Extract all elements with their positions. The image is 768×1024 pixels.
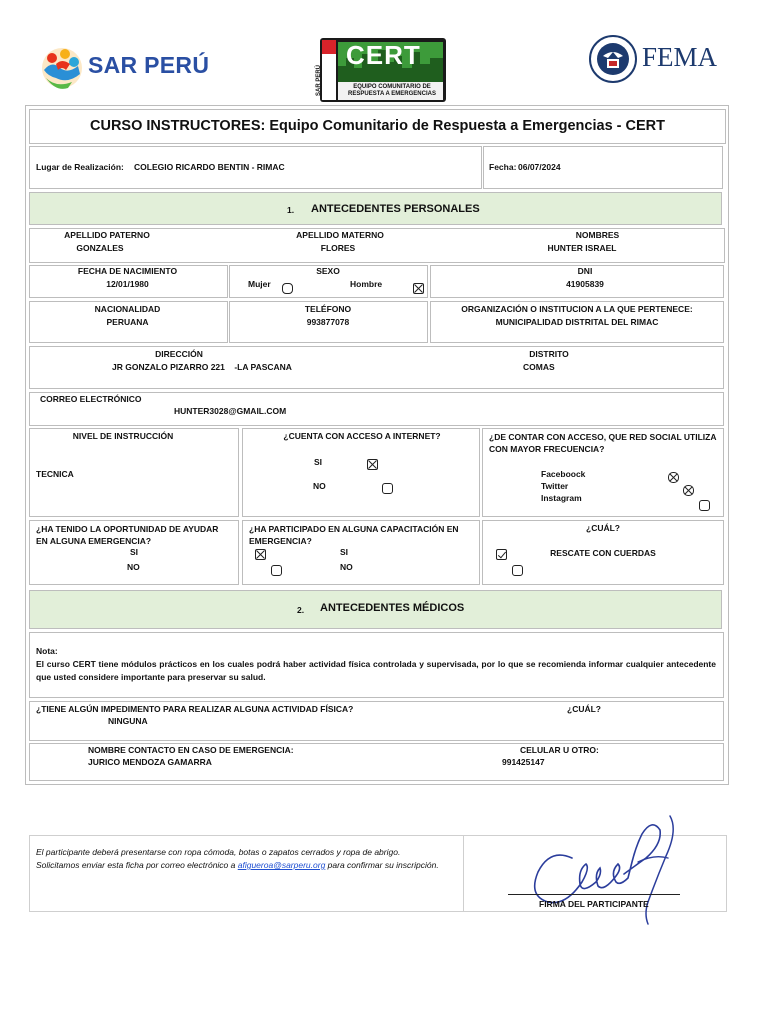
apellido-materno-label: APELLIDO MATERNO xyxy=(296,230,384,240)
contacto-label: NOMBRE CONTACTO EN CASO DE EMERGENCIA: xyxy=(88,745,294,755)
internet-no-checkbox[interactable] xyxy=(382,483,393,494)
nombres-value: HUNTER ISRAEL xyxy=(547,243,617,253)
cert-subtitle-line1: EQUIPO COMUNITARIO DE xyxy=(353,84,431,90)
section1-title: ANTECEDENTES PERSONALES xyxy=(311,203,480,215)
fecha-value: 06/07/2024 xyxy=(518,162,561,172)
telefono-value: 993877078 xyxy=(306,317,350,327)
facebook-label: Faceboock xyxy=(541,469,586,479)
internet-box xyxy=(242,428,480,517)
nacimiento-value: 12/01/1980 xyxy=(106,279,149,289)
capacitacion-si-label: SI xyxy=(340,547,349,557)
dhs-seal-icon xyxy=(588,34,638,84)
facebook-checkbox[interactable] xyxy=(668,472,679,483)
red-social-label-line2: CON MAYOR FRECUENCIA? xyxy=(489,444,605,454)
firma-label: FIRMA DEL PARTICIPANTE xyxy=(539,899,649,909)
cert-subtitle-line2: RESPUESTA A EMERGENCIAS xyxy=(348,91,436,97)
section1-number: 1. xyxy=(287,205,295,215)
correo-value: HUNTER3028@GMAIL.COM xyxy=(174,406,287,416)
footer-line2-post: para confirmar su inscripción. xyxy=(327,860,439,870)
telefono-label: TELÉFONO xyxy=(304,304,352,314)
direccion-label: DIRECCIÓN xyxy=(155,349,203,359)
celular-label: CELULAR U OTRO: xyxy=(520,745,599,755)
ayudar-no-label: NO xyxy=(127,562,140,572)
celular-value: 991425147 xyxy=(502,757,545,767)
sar-people-icon xyxy=(38,44,88,94)
organizacion-value: MUNICIPALIDAD DISTRITAL DEL RIMAC xyxy=(495,317,659,327)
section2-number: 2. xyxy=(297,605,305,615)
nivel-value: TECNICA xyxy=(36,469,74,479)
nombres-label: NOMBRES xyxy=(575,230,620,240)
cert-subtitle xyxy=(339,84,445,98)
instagram-checkbox[interactable] xyxy=(699,500,710,511)
distrito-value: COMAS xyxy=(523,362,555,372)
distrito-label: DISTRITO xyxy=(529,349,569,359)
form-title: CURSO INSTRUCTORES: Equipo Comunitario de Respuesta a Emergencias - CERT xyxy=(90,118,665,134)
dni-label: DNI xyxy=(577,266,593,276)
nacimiento-label: FECHA DE NACIMIENTO xyxy=(77,266,178,276)
red-social-label-line1: ¿DE CONTAR CON ACCESO, QUE RED SOCIAL UTILIZA xyxy=(489,432,717,442)
capacitacion-label-line1: ¿HA PARTICIPADO EN ALGUNA CAPACITACIÓN EN xyxy=(249,524,459,534)
capacitacion-si-checkbox[interactable] xyxy=(496,549,507,560)
mujer-label: Mujer xyxy=(248,279,271,289)
internet-si-checkbox[interactable] xyxy=(367,459,378,470)
internet-si-label: SI xyxy=(314,457,323,467)
ayudar-label-line2: EN ALGUNA EMERGENCIA? xyxy=(36,536,152,546)
instagram-label: Instagram xyxy=(541,493,582,503)
lugar-label: Lugar de Realización: xyxy=(36,162,124,172)
sexo-label: SEXO xyxy=(316,266,340,276)
nivel-label: NIVEL DE INSTRUCCIÓN xyxy=(72,431,174,441)
ayudar-si-checkbox[interactable] xyxy=(255,549,266,560)
mujer-checkbox[interactable] xyxy=(282,283,293,294)
ayudar-label xyxy=(36,523,218,547)
footer-line2 xyxy=(36,859,458,872)
nacionalidad-value: PERUANA xyxy=(106,317,149,327)
footer-instructions xyxy=(36,846,458,872)
section2-title: ANTECEDENTES MÉDICOS xyxy=(320,602,465,614)
impedimento-label: ¿TIENE ALGÚN IMPEDIMENTO PARA REALIZAR ALGUNA ACTIVIDAD FÍSICA? xyxy=(36,704,354,714)
hombre-label: Hombre xyxy=(350,279,383,289)
footer-email-link[interactable]: afigueroa@sarperu.org xyxy=(237,860,326,870)
twitter-label: Twitter xyxy=(541,481,569,491)
nota-text: El curso CERT tiene módulos prácticos en los cuales podrá haber actividad física controlada y supervisada, por lo que se recomienda informar cualquier antecedente que usted considere importante para preservar su salud. xyxy=(36,659,716,682)
red-social-label xyxy=(489,431,721,455)
capacitacion-label xyxy=(249,523,459,547)
correo-label: CORREO ELECTRÓNICO xyxy=(40,394,142,404)
signature-image xyxy=(520,810,690,928)
apellido-materno-value: FLORES xyxy=(320,243,356,253)
fecha-label: Fecha: xyxy=(489,162,517,172)
internet-no-label: NO xyxy=(313,481,326,491)
ayudar-si-label: SI xyxy=(130,547,139,557)
ayudar-label-line1: ¿HA TENIDO LA OPORTUNIDAD DE AYUDAR xyxy=(36,524,219,534)
capacitacion-label-line2: EMERGENCIA? xyxy=(249,536,312,546)
cert-wordmark: CERT xyxy=(346,40,421,70)
ayudar-no-checkbox[interactable] xyxy=(271,565,282,576)
footer-divider xyxy=(463,835,464,912)
cual-label: ¿CUÁL? xyxy=(586,523,620,533)
fema-wordmark: FEMA xyxy=(642,42,718,72)
apellido-paterno-label: APELLIDO PATERNO xyxy=(64,230,150,240)
footer-line1: El participante deberá presentarse con ropa cómoda, botas o zapatos cerrados y ropa de abrigo. xyxy=(36,847,401,857)
direccion-value: JR GONZALO PIZARRO 221 -LA PASCANA xyxy=(112,362,292,372)
sar-peru-wordmark: SAR PERÚ xyxy=(88,52,210,78)
dni-value: 41905839 xyxy=(566,279,604,289)
capacitacion-no-label: NO xyxy=(340,562,353,572)
nacionalidad-label: NACIONALIDAD xyxy=(94,304,161,314)
contacto-value: JURICO MENDOZA GAMARRA xyxy=(88,757,212,767)
nota-label: Nota: xyxy=(36,646,58,656)
organizacion-label: ORGANIZACIÓN O INSTITUCION A LA QUE PERTENECE: xyxy=(461,304,693,314)
cert-side-label: SAR PERÚ xyxy=(316,64,322,96)
impedimento-value: NINGUNA xyxy=(108,716,148,726)
footer-line2-pre: Solicitamos enviar esta ficha por correo electrónico a xyxy=(36,860,236,870)
hombre-checkbox[interactable] xyxy=(413,283,424,294)
internet-label: ¿CUENTA CON ACCESO A INTERNET? xyxy=(283,431,441,441)
impedimento-cual-label: ¿CUÁL? xyxy=(567,704,601,714)
capacitacion-no-checkbox[interactable] xyxy=(512,565,523,576)
lugar-value: COLEGIO RICARDO BENTIN - RIMAC xyxy=(134,162,285,172)
cual-value: RESCATE CON CUERDAS xyxy=(550,548,656,558)
apellido-paterno-value: GONZALES xyxy=(76,243,124,253)
signature-line xyxy=(508,894,680,895)
